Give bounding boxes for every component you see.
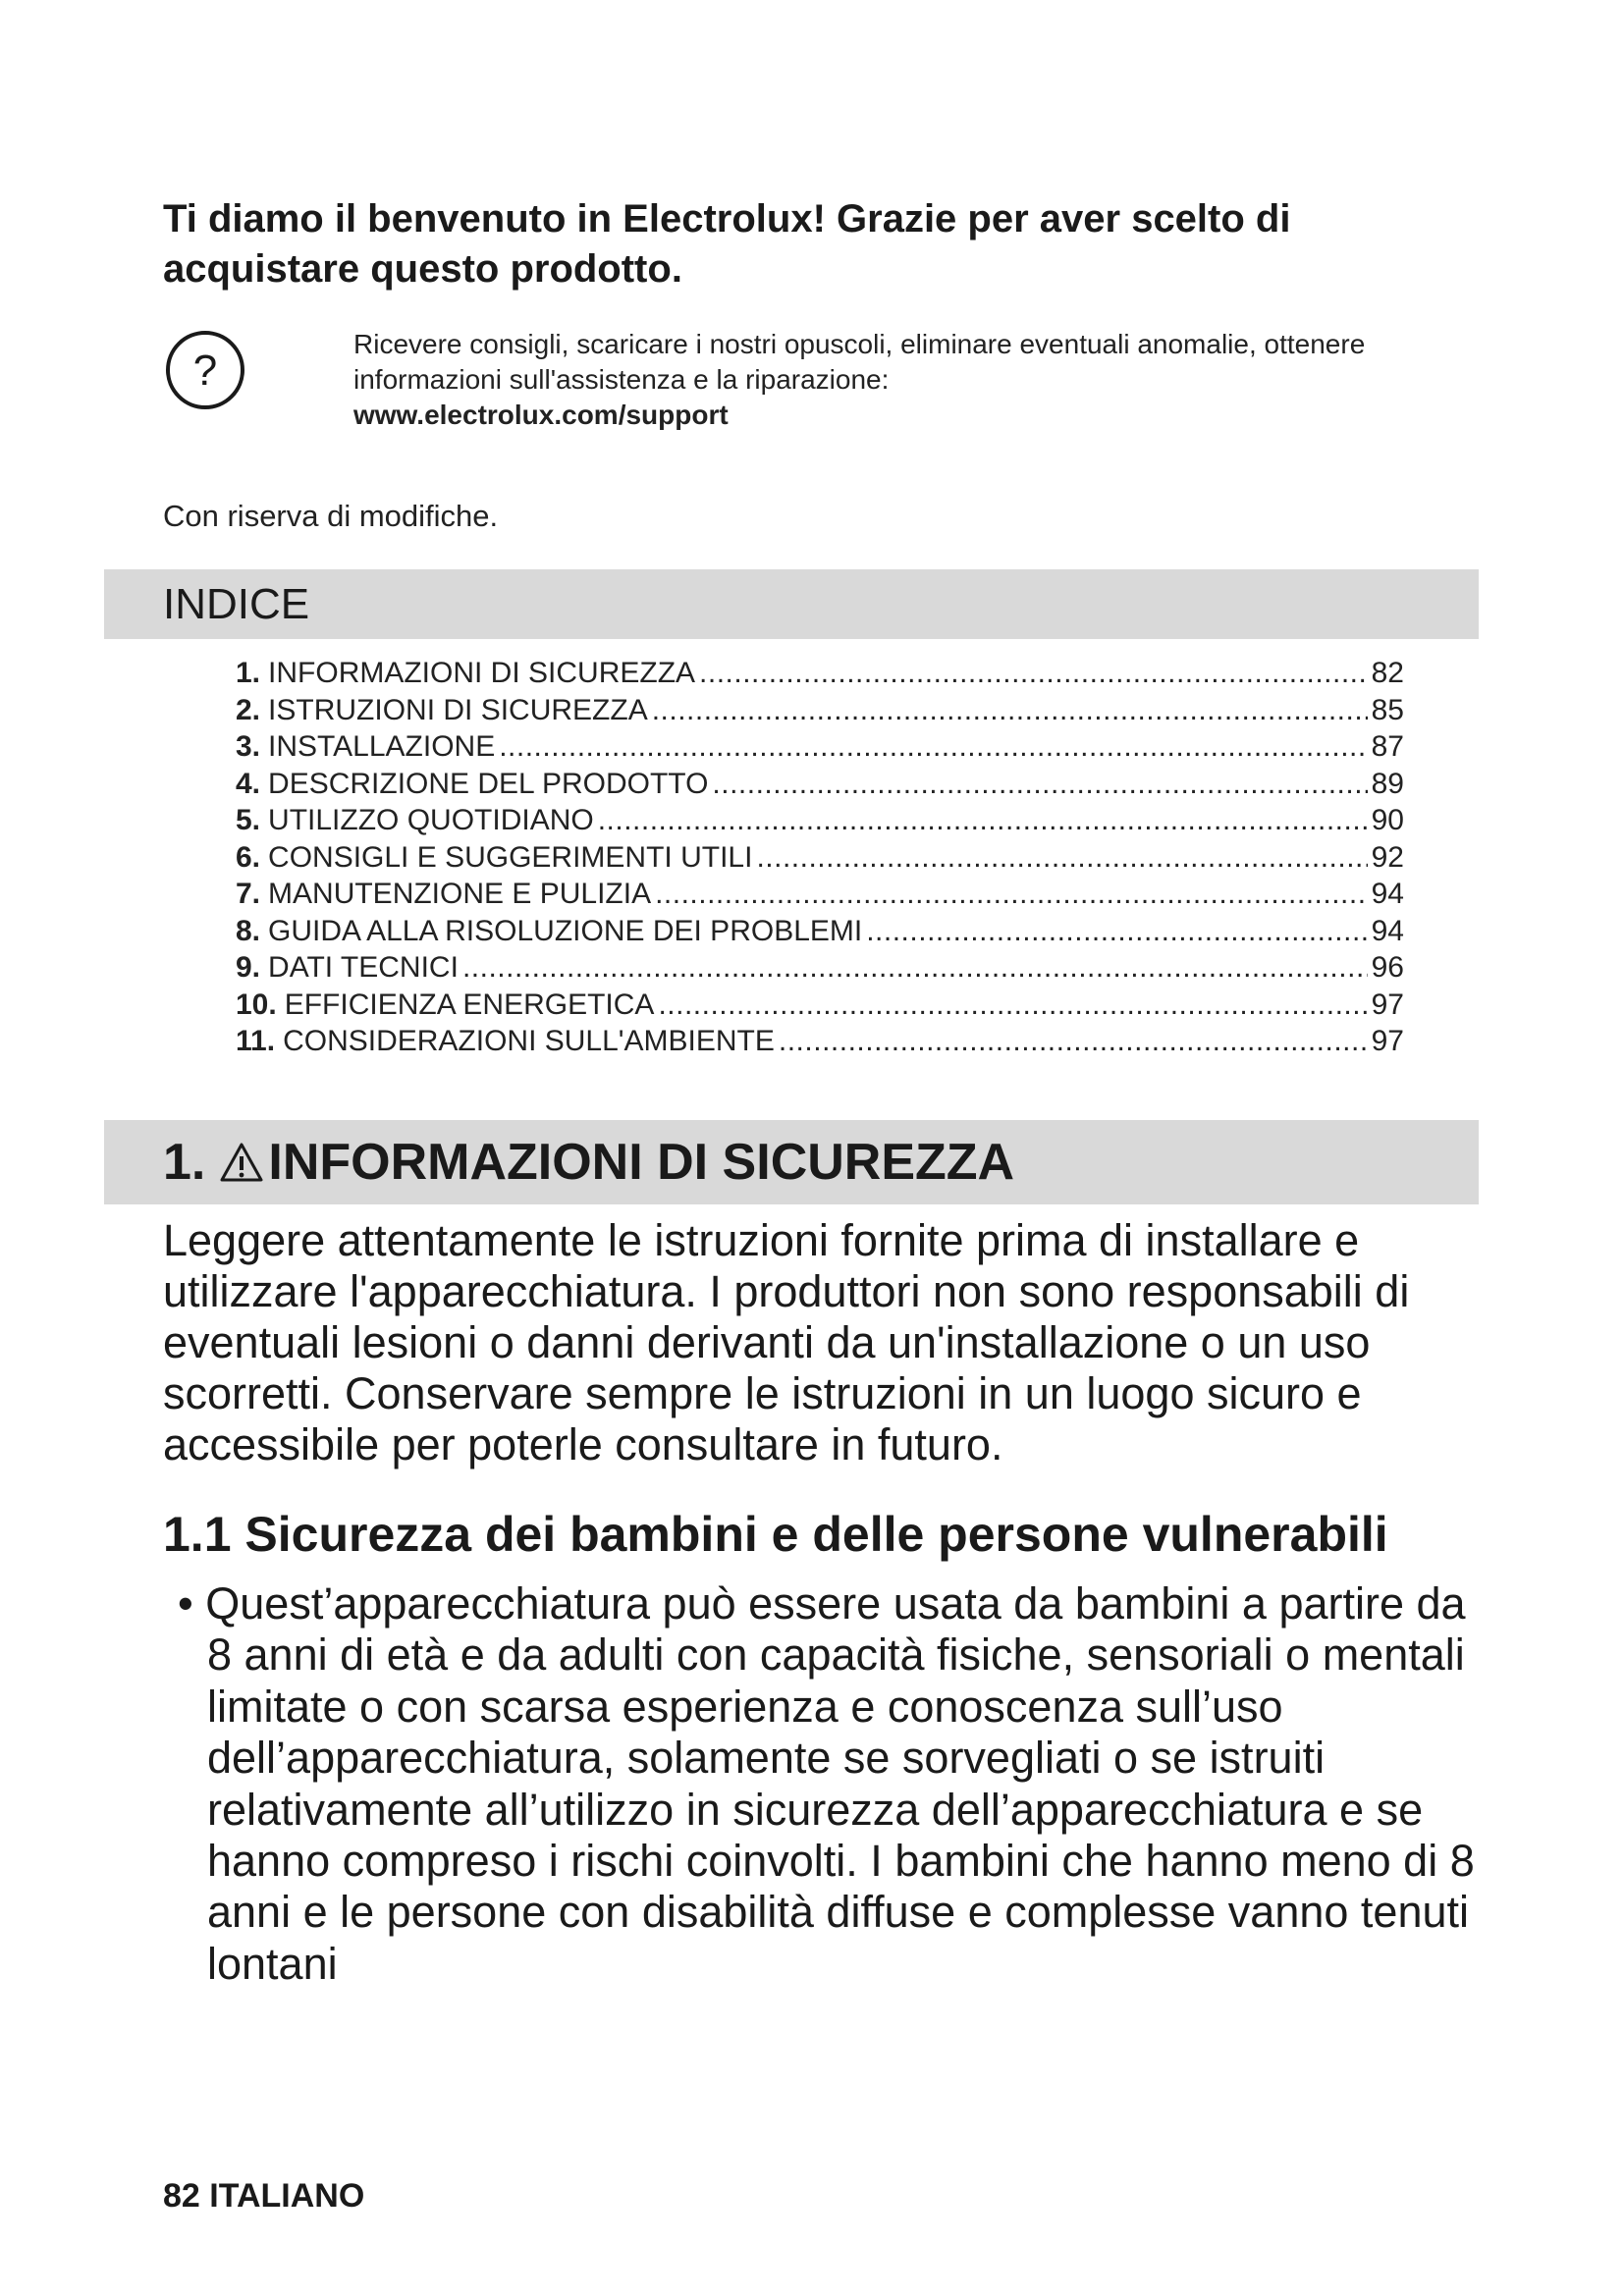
bullet-item: • Quest’apparecchiatura può essere usata da bambini a partire da 8 anni di età e da adulti con capacità fisiche, sensoriali o mentali limitate o con scarsa esperienza e conoscenza sull’uso dell’apparecchiatura, solamente se sorvegliati o se istruiti relativamente all’utilizzo in sicurezza dell’apparecchiatura e se hanno compreso i rischi coinvolti. I bambini che hanno meno di 8 anni e le persone con disabilità diffuse e complesse vanno tenuti lontani xyxy=(178,1578,1475,1989)
toc-item-page: 85 xyxy=(1371,693,1404,726)
toc-item-label: DESCRIZIONE DEL PRODOTTO xyxy=(268,767,709,800)
toc-item-label: INFORMAZIONI DI SICUREZZA xyxy=(268,657,696,689)
toc-item[interactable] xyxy=(236,766,1404,803)
toc-item-number: 5. xyxy=(236,804,261,836)
support-url-link[interactable]: www.electrolux.com/support xyxy=(353,400,729,430)
toc-item-number: 6. xyxy=(236,840,261,874)
toc-item-number: 1. xyxy=(236,657,261,689)
support-description: Ricevere consigli, scaricare i nostri opuscoli, eliminare eventuali anomalie, ottenere informazioni sull'assistenza e la riparazione: xyxy=(353,329,1366,395)
toc-leader xyxy=(598,802,1368,839)
page-number: 82 xyxy=(163,2177,200,2215)
section-heading xyxy=(163,1131,1014,1194)
welcome-heading: Ti diamo il benvenuto in Electrolux! Grazie per aver scelto di acquistare questo prodotto. xyxy=(163,197,1291,291)
toc-item[interactable] xyxy=(236,839,1404,877)
toc-item-page: 97 xyxy=(1371,1025,1404,1057)
toc-item[interactable] xyxy=(236,876,1404,913)
toc-item-label: MANUTENZIONE E PULIZIA xyxy=(268,878,652,910)
indice-title: INDICE xyxy=(163,580,310,628)
toc-leader xyxy=(652,692,1368,729)
toc-item[interactable] xyxy=(236,728,1404,766)
page-footer xyxy=(163,2175,364,2216)
toc-item-number: 10. xyxy=(236,988,277,1021)
toc-item-page: 94 xyxy=(1371,878,1404,910)
toc-item-page: 94 xyxy=(1371,914,1404,947)
toc-item-label: UTILIZZO QUOTIDIANO xyxy=(268,804,594,836)
toc-item-label: INSTALLAZIONE xyxy=(268,730,496,763)
toc-item-page: 90 xyxy=(1371,804,1404,836)
toc-item-label: CONSIDERAZIONI SULL'AMBIENTE xyxy=(283,1025,775,1057)
toc-item-label: CONSIGLI E SUGGERIMENTI UTILI xyxy=(268,840,753,874)
toc-item-label: DATI TECNICI xyxy=(268,951,459,984)
toc-item[interactable] xyxy=(236,1023,1404,1060)
toc-leader xyxy=(866,913,1367,950)
toc-leader xyxy=(462,949,1368,987)
toc-item[interactable] xyxy=(236,949,1404,987)
toc-leader xyxy=(655,876,1368,913)
indice-band xyxy=(104,569,1479,639)
toc-item-label: ISTRUZIONI DI SICUREZZA xyxy=(268,693,648,726)
toc-item-number: 11. xyxy=(236,1025,276,1057)
subsection-heading: 1.1 Sicurezza dei bambini e delle persone vulnerabili xyxy=(163,1507,1388,1562)
intro-paragraph: Leggere attentamente le istruzioni fornite prima di installare e utilizzare l'apparecchiatura. I produttori non sono responsabili di eventuali lesioni o danni derivanti da un'installazione o un uso scorretti. Conservare sempre le istruzioni in un luogo sicuro e accessibile per poterle consultare in futuro. xyxy=(163,1215,1410,1469)
toc-item-number: 7. xyxy=(236,878,261,910)
toc-item-page: 97 xyxy=(1371,988,1404,1021)
question-circle-icon xyxy=(163,328,247,412)
toc-leader xyxy=(779,1023,1368,1060)
toc-item[interactable] xyxy=(236,692,1404,729)
toc-item-page: 92 xyxy=(1371,840,1404,874)
toc-item[interactable] xyxy=(236,802,1404,839)
toc-item-page: 89 xyxy=(1371,767,1404,800)
warning-triangle-icon xyxy=(219,1142,264,1183)
toc-leader xyxy=(499,728,1367,766)
toc-leader xyxy=(712,766,1367,803)
svg-text:?: ? xyxy=(192,347,218,395)
toc-item-page: 82 xyxy=(1371,657,1404,689)
toc-item-page: 96 xyxy=(1371,951,1404,984)
toc-leader xyxy=(756,839,1367,877)
toc-item[interactable] xyxy=(236,987,1404,1024)
toc-item-label: GUIDA ALLA RISOLUZIONE DEI PROBLEMI xyxy=(268,914,863,947)
section-number: 1. xyxy=(163,1134,206,1191)
toc-item-number: 3. xyxy=(236,730,261,763)
toc-leader xyxy=(699,655,1368,692)
toc-item-label: EFFICIENZA ENERGETICA xyxy=(284,988,655,1021)
support-info xyxy=(353,327,1483,433)
footer-language: ITALIANO xyxy=(209,2177,365,2215)
toc-item[interactable] xyxy=(236,655,1404,692)
bullet-text: Quest’apparecchiatura può essere usata da bambini a partire da 8 anni di età e da adulti con capacità fisiche, sensoriali o mentali limitate o con scarsa esperienza e conoscenza sull’uso dell’apparecchiatura, solamente se sorvegliati o se istruiti relativamente all’utilizzo in sicurezza dell’apparecchiatura e se hanno compreso i rischi coinvolti. I bambini che hanno meno di 8 anni e le persone con disabilità diffuse e complesse vanno tenuti lontani xyxy=(205,1578,1475,1989)
toc-item-number: 4. xyxy=(236,767,261,800)
modifications-notice: Con riserva di modifiche. xyxy=(163,499,499,533)
toc-item-page: 87 xyxy=(1371,730,1404,763)
toc-leader xyxy=(658,987,1367,1024)
toc-item[interactable] xyxy=(236,913,1404,950)
toc-item-number: 9. xyxy=(236,951,261,984)
toc-item-number: 2. xyxy=(236,693,261,726)
toc-item-number: 8. xyxy=(236,914,261,947)
table-of-contents xyxy=(236,655,1404,1060)
section-title: INFORMAZIONI DI SICUREZZA xyxy=(268,1134,1015,1191)
